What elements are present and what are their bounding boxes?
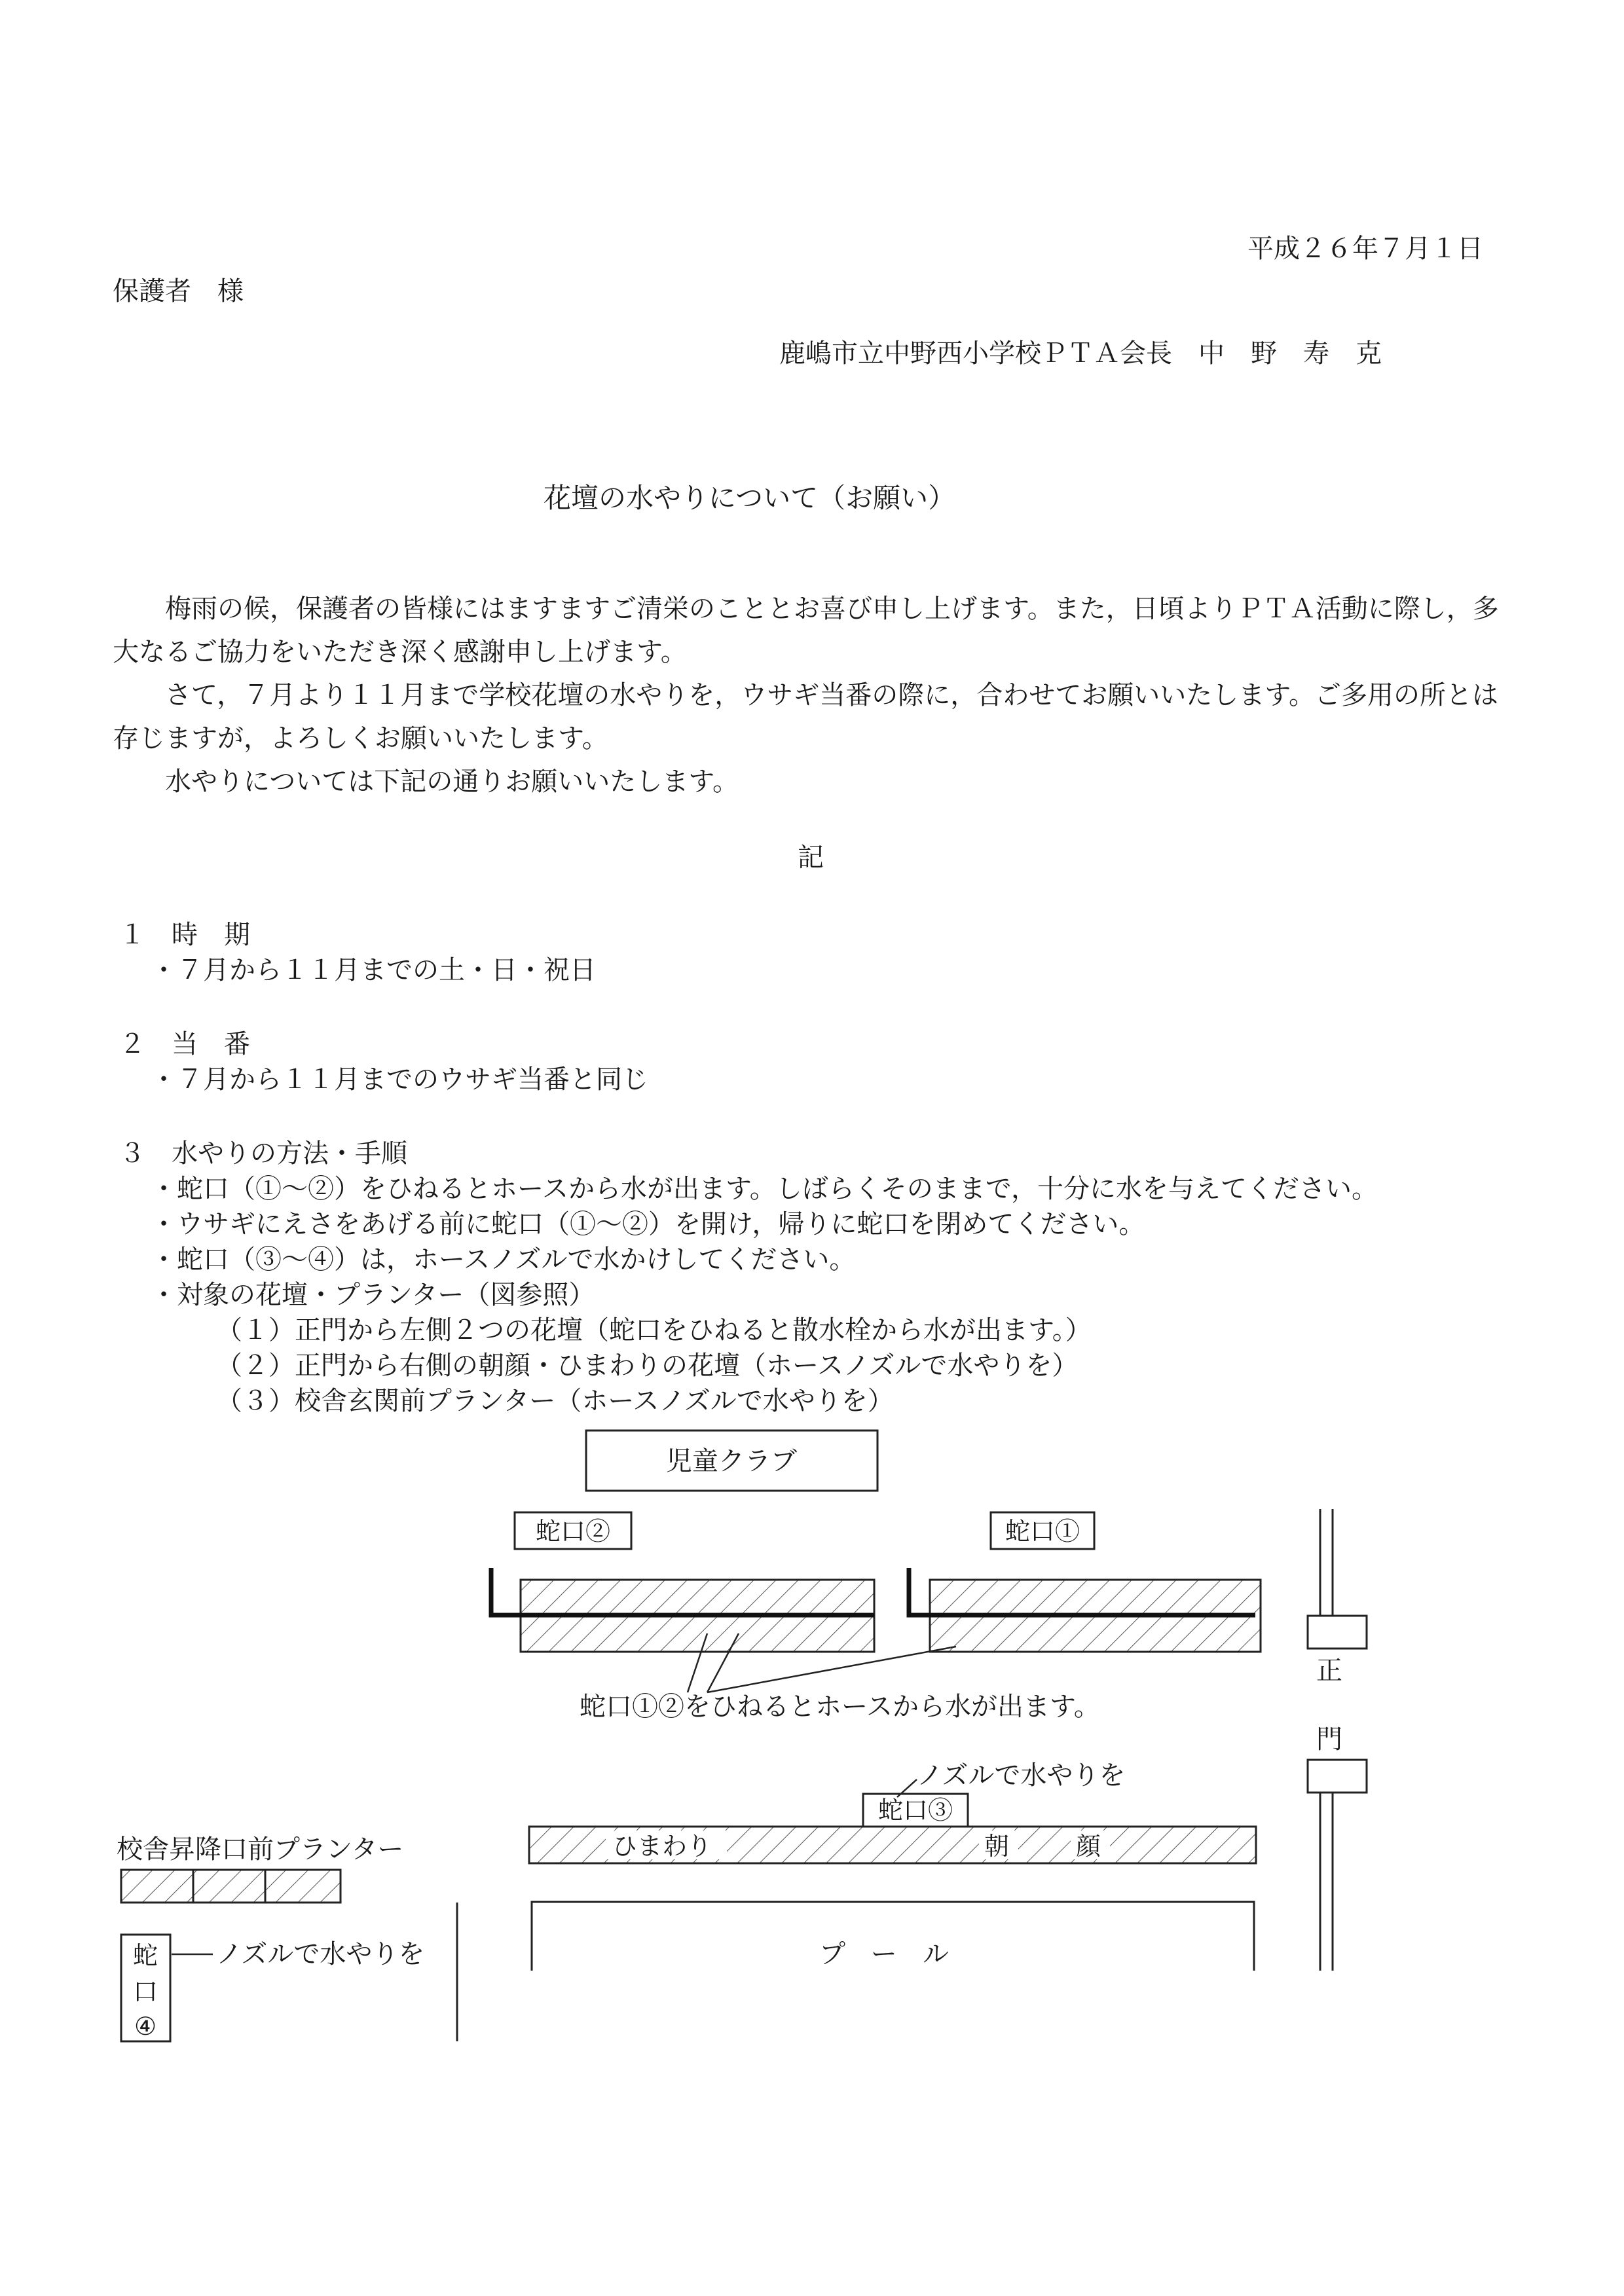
document-title: 花壇の水やりについて（お願い） <box>544 482 956 514</box>
planter-2 <box>193 1870 265 1903</box>
sender: 鹿嶋市立中野西小学校ＰＴＡ会長 中 野 寿 克 <box>779 338 1382 369</box>
morning-glory-char-1: 朝 <box>984 1832 1010 1861</box>
morning-glory-char-2: 顔 <box>1076 1832 1101 1861</box>
section-2-item: ・７月から１１月までのウサギ当番と同じ <box>151 1065 648 1095</box>
section-1-heading: １ 時 期 <box>119 920 250 950</box>
section-3-sub-3: （３）校舎玄関前プランター（ホースノズルで水やりを） <box>216 1386 894 1416</box>
faucet-3-label: 蛇口③ <box>877 1796 953 1825</box>
section-3-heading: ３ 水やりの方法・手順 <box>119 1139 407 1169</box>
body-paragraph-2: さて，７月より１１月まで学校花壇の水やりを，ウサギ当番の際に，合わせてお願いいたします。ご多用の所とは存じますが，よろしくお願いいたします。 <box>113 680 1498 754</box>
sunflower-label: ひまわり <box>612 1832 712 1861</box>
section-3-sub-2: （２）正門から右側の朝顔・ひまわりの花壇（ホースノズルで水やりを） <box>216 1351 1079 1381</box>
main-gate-char-1: 正 <box>1316 1656 1342 1686</box>
ki-heading: 記 <box>798 843 824 873</box>
faucet-2-label: 蛇口② <box>535 1517 611 1546</box>
faucet-1-label: 蛇口① <box>1005 1517 1080 1546</box>
nozzle-note-3: ノズルで水やりを <box>917 1760 1126 1791</box>
body-paragraph-3: 水やりについては下記の通りお願いいたします。 <box>165 767 739 797</box>
faucet-4-char-2: 口 <box>132 1977 158 2006</box>
body-paragraph-1: 梅雨の候，保護者の皆様にはますますご清栄のこととお喜び申し上げます。また，日頃よりＰＴＡ活動に際し，多大なるご協力をいただき深く感謝申し上げます。 <box>113 594 1499 667</box>
section-3-item-4: ・対象の花壇・プランター（図参照） <box>151 1280 595 1310</box>
section-2-heading: ２ 当 番 <box>119 1029 250 1059</box>
planter-3 <box>265 1870 341 1903</box>
section-1-item: ・７月から１１月までの土・日・祝日 <box>151 955 596 985</box>
pool-label: プール <box>819 1939 975 1969</box>
faucet-4-char-1: 蛇 <box>132 1941 158 1970</box>
section-3-item-2: ・ウサギにえさをあげる前に蛇口（①～②）を開け，帰りに蛇口を閉めてください。 <box>151 1209 1145 1239</box>
main-gate-char-2: 門 <box>1316 1724 1342 1755</box>
childrens-club-label: 児童クラブ <box>666 1446 797 1476</box>
section-3-item-3: ・蛇口（③～④）は，ホースノズルで水かけしてください。 <box>151 1245 856 1275</box>
nozzle-note-4: ノズルで水やりを <box>216 1939 425 1969</box>
faucet-4-char-3: ④ <box>134 2012 157 2041</box>
recipient: 保護者 様 <box>113 276 244 306</box>
main-gate-post-top <box>1308 1616 1367 1649</box>
document-date: 平成２６年７月１日 <box>1247 234 1483 264</box>
faucet-note: 蛇口①②をひねるとホースから水が出ます。 <box>580 1692 1100 1722</box>
entrance-planter-label: 校舎昇降口前プランター <box>117 1834 404 1865</box>
main-gate-post-bottom <box>1308 1760 1367 1793</box>
body-paragraphs <box>113 587 1514 803</box>
planter-1 <box>121 1870 193 1903</box>
section-3-item-1: ・蛇口（①～②）をひねるとホースから水が出ます。しばらくそのままで，十分に水を与えてください。 <box>151 1174 1378 1204</box>
section-3-sub-1: （１）正門から左側２つの花壇（蛇口をひねると散水栓から水が出ます。） <box>216 1315 1092 1345</box>
